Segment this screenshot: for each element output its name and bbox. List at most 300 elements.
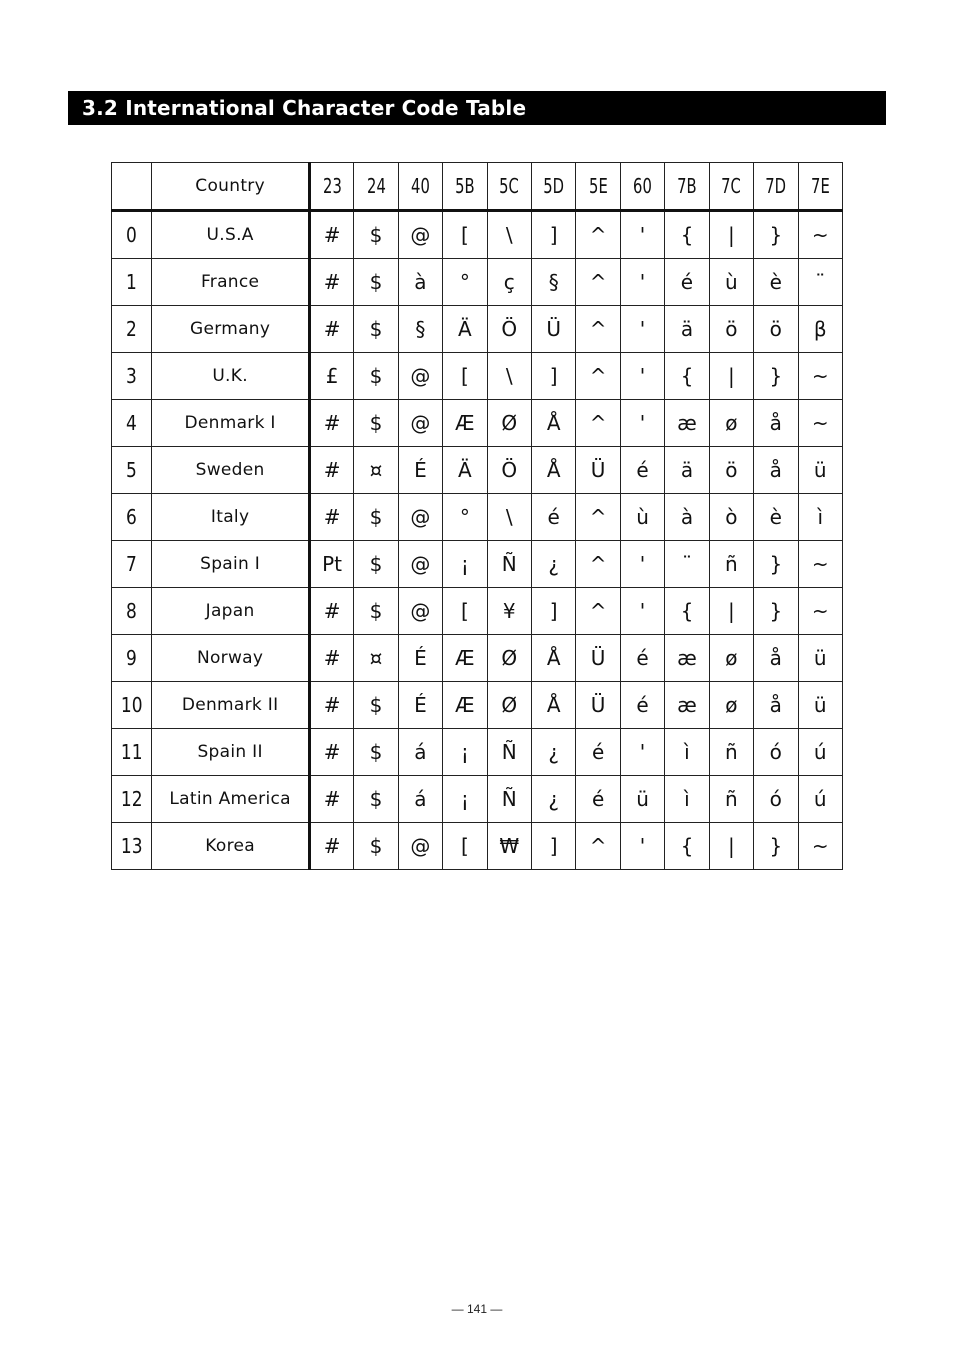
header-code-label: 7E bbox=[810, 174, 830, 198]
row-number: 3 bbox=[126, 364, 138, 388]
char-cell-24 bbox=[354, 353, 398, 400]
char-cell-5b bbox=[443, 823, 487, 870]
table-body bbox=[112, 211, 843, 870]
character-glyph: # bbox=[323, 411, 341, 435]
character-glyph: $ bbox=[369, 693, 383, 717]
character-glyph: @ bbox=[410, 599, 431, 623]
character-glyph: á bbox=[414, 787, 427, 811]
character-glyph: ä bbox=[680, 458, 694, 482]
char-cell-60 bbox=[620, 541, 664, 588]
header-code-label: 5E bbox=[588, 174, 608, 198]
character-glyph: Ø bbox=[501, 411, 518, 435]
character-glyph: ö bbox=[725, 458, 738, 482]
char-cell-7c bbox=[709, 635, 753, 682]
character-glyph: Pt bbox=[322, 552, 343, 576]
char-cell-24 bbox=[354, 635, 398, 682]
header-code-5e bbox=[576, 163, 620, 211]
character-glyph: ] bbox=[549, 599, 558, 623]
character-glyph: ¨ bbox=[815, 270, 826, 294]
header-code-5c bbox=[487, 163, 531, 211]
char-cell-40 bbox=[398, 353, 442, 400]
character-glyph: ~ bbox=[811, 364, 829, 388]
char-cell-5b bbox=[443, 729, 487, 776]
character-glyph: # bbox=[323, 693, 341, 717]
char-cell-24 bbox=[354, 306, 398, 353]
char-cell-5c bbox=[487, 635, 531, 682]
character-glyph: # bbox=[323, 646, 341, 670]
char-cell-7d bbox=[754, 541, 798, 588]
character-glyph: } bbox=[769, 364, 783, 388]
header-code-7e bbox=[798, 163, 842, 211]
table-row bbox=[112, 400, 843, 447]
character-glyph: } bbox=[769, 599, 783, 623]
char-cell-5d bbox=[531, 541, 575, 588]
character-glyph: é bbox=[547, 505, 560, 529]
char-cell-5e bbox=[576, 447, 620, 494]
char-cell-7c bbox=[709, 682, 753, 729]
character-glyph: ø bbox=[725, 411, 738, 435]
char-cell-5b bbox=[443, 447, 487, 494]
character-glyph: ñ bbox=[725, 552, 738, 576]
char-cell-5d bbox=[531, 776, 575, 823]
char-cell-5b bbox=[443, 211, 487, 259]
char-cell-7d bbox=[754, 494, 798, 541]
country-name: Korea bbox=[152, 823, 310, 870]
row-number: 10 bbox=[120, 693, 143, 717]
header-blank-cell bbox=[112, 163, 152, 211]
character-glyph: ' bbox=[639, 364, 646, 388]
char-cell-5b bbox=[443, 541, 487, 588]
char-cell-5d bbox=[531, 259, 575, 306]
table-row bbox=[112, 682, 843, 729]
char-cell-7b bbox=[665, 682, 709, 729]
header-code-24 bbox=[354, 163, 398, 211]
character-glyph: ¤ bbox=[369, 646, 383, 670]
char-cell-40 bbox=[398, 823, 442, 870]
char-cell-40 bbox=[398, 682, 442, 729]
char-cell-40 bbox=[398, 306, 442, 353]
character-glyph: Å bbox=[546, 458, 561, 482]
character-glyph: ^ bbox=[589, 317, 607, 341]
character-glyph: Ñ bbox=[501, 787, 517, 811]
character-glyph: ó bbox=[769, 740, 782, 764]
char-cell-7c bbox=[709, 400, 753, 447]
country-name: U.S.A bbox=[152, 211, 310, 259]
character-glyph: # bbox=[323, 599, 341, 623]
row-number-cell bbox=[112, 776, 152, 823]
character-glyph: @ bbox=[410, 411, 431, 435]
row-number: 6 bbox=[126, 505, 138, 529]
char-cell-7e bbox=[798, 588, 842, 635]
character-glyph: ö bbox=[769, 317, 782, 341]
character-glyph: ~ bbox=[811, 834, 829, 858]
character-glyph: ^ bbox=[589, 223, 607, 247]
char-cell-40 bbox=[398, 776, 442, 823]
char-cell-7c bbox=[709, 823, 753, 870]
row-number-cell bbox=[112, 211, 152, 259]
character-glyph: @ bbox=[410, 552, 431, 576]
char-cell-24 bbox=[354, 400, 398, 447]
header-code-label: 7B bbox=[677, 174, 697, 198]
character-glyph: ' bbox=[639, 552, 646, 576]
character-glyph: ' bbox=[639, 834, 646, 858]
character-glyph: é bbox=[680, 270, 694, 294]
row-number: 1 bbox=[126, 270, 138, 294]
character-glyph: ^ bbox=[589, 505, 607, 529]
character-glyph: ¡ bbox=[460, 740, 469, 764]
character-glyph: { bbox=[680, 223, 694, 247]
char-cell-5c bbox=[487, 776, 531, 823]
character-glyph: } bbox=[769, 834, 783, 858]
character-glyph: ¡ bbox=[460, 787, 469, 811]
character-glyph: ~ bbox=[811, 599, 829, 623]
char-cell-5e bbox=[576, 494, 620, 541]
char-cell-7c bbox=[709, 776, 753, 823]
character-glyph: § bbox=[548, 270, 559, 294]
char-cell-60 bbox=[620, 306, 664, 353]
char-cell-5e bbox=[576, 400, 620, 447]
character-glyph: @ bbox=[410, 223, 431, 247]
section-title: 3.2 International Character Code Table bbox=[68, 91, 886, 125]
char-cell-7c bbox=[709, 541, 753, 588]
character-glyph: É bbox=[414, 458, 427, 482]
character-glyph: ' bbox=[639, 599, 646, 623]
character-glyph: $ bbox=[369, 599, 383, 623]
character-glyph: æ bbox=[677, 411, 697, 435]
char-cell-5d bbox=[531, 823, 575, 870]
char-cell-24 bbox=[354, 211, 398, 259]
char-cell-60 bbox=[620, 635, 664, 682]
row-number-cell bbox=[112, 353, 152, 400]
character-glyph: [ bbox=[460, 364, 469, 388]
character-glyph: ö bbox=[725, 317, 738, 341]
char-cell-5c bbox=[487, 353, 531, 400]
character-glyph: $ bbox=[369, 740, 383, 764]
row-number: 4 bbox=[126, 411, 138, 435]
row-number: 2 bbox=[126, 317, 138, 341]
char-cell-7b bbox=[665, 635, 709, 682]
character-glyph: β bbox=[813, 317, 827, 341]
country-name: Spain I bbox=[152, 541, 310, 588]
character-glyph: Ö bbox=[501, 458, 518, 482]
char-cell-5b bbox=[443, 306, 487, 353]
char-cell-40 bbox=[398, 259, 442, 306]
char-cell-60 bbox=[620, 588, 664, 635]
character-glyph: Ø bbox=[501, 693, 518, 717]
char-cell-5d bbox=[531, 306, 575, 353]
char-cell-5d bbox=[531, 729, 575, 776]
char-cell-5c bbox=[487, 211, 531, 259]
character-glyph: Æ bbox=[455, 411, 475, 435]
character-glyph: æ bbox=[677, 693, 697, 717]
character-glyph: ü bbox=[636, 787, 649, 811]
character-glyph: ¿ bbox=[548, 740, 559, 764]
character-glyph: é bbox=[636, 458, 649, 482]
char-cell-23 bbox=[309, 588, 353, 635]
character-glyph: ó bbox=[769, 787, 782, 811]
character-glyph: ^ bbox=[589, 599, 607, 623]
character-glyph: ^ bbox=[589, 411, 607, 435]
char-cell-5d bbox=[531, 353, 575, 400]
table-row bbox=[112, 588, 843, 635]
character-glyph: | bbox=[728, 834, 735, 858]
char-cell-7d bbox=[754, 635, 798, 682]
character-glyph: # bbox=[323, 317, 341, 341]
character-glyph: } bbox=[769, 552, 783, 576]
header-code-7b bbox=[665, 163, 709, 211]
character-glyph: $ bbox=[369, 270, 383, 294]
char-cell-60 bbox=[620, 447, 664, 494]
character-glyph: Ü bbox=[590, 693, 606, 717]
table-header-row bbox=[112, 163, 843, 211]
character-glyph: å bbox=[769, 411, 782, 435]
character-glyph: $ bbox=[369, 552, 383, 576]
character-glyph: ] bbox=[549, 834, 558, 858]
char-cell-23 bbox=[309, 306, 353, 353]
char-cell-40 bbox=[398, 541, 442, 588]
char-cell-7b bbox=[665, 353, 709, 400]
char-cell-60 bbox=[620, 211, 664, 259]
character-glyph: à bbox=[414, 270, 427, 294]
char-cell-7b bbox=[665, 776, 709, 823]
char-cell-7b bbox=[665, 400, 709, 447]
char-cell-5b bbox=[443, 682, 487, 729]
char-cell-7e bbox=[798, 211, 842, 259]
character-glyph: ' bbox=[639, 411, 646, 435]
character-glyph: # bbox=[323, 787, 341, 811]
character-glyph: ø bbox=[725, 646, 738, 670]
character-glyph: ì bbox=[817, 505, 824, 529]
char-cell-7d bbox=[754, 400, 798, 447]
char-cell-5c bbox=[487, 494, 531, 541]
character-glyph: | bbox=[728, 364, 735, 388]
char-cell-5b bbox=[443, 635, 487, 682]
country-name: U.K. bbox=[152, 353, 310, 400]
character-glyph: @ bbox=[410, 505, 431, 529]
character-glyph: Ø bbox=[501, 646, 518, 670]
char-cell-7b bbox=[665, 494, 709, 541]
character-glyph: { bbox=[680, 834, 694, 858]
character-glyph: Ä bbox=[458, 317, 472, 341]
char-cell-5c bbox=[487, 447, 531, 494]
header-code-label: 60 bbox=[633, 174, 652, 198]
character-glyph: $ bbox=[369, 411, 383, 435]
char-cell-23 bbox=[309, 400, 353, 447]
character-glyph: ' bbox=[639, 740, 646, 764]
character-glyph: ' bbox=[639, 317, 646, 341]
char-cell-7e bbox=[798, 635, 842, 682]
country-name: Latin America bbox=[152, 776, 310, 823]
character-glyph: ^ bbox=[589, 552, 607, 576]
character-glyph: ñ bbox=[725, 740, 738, 764]
character-glyph: å bbox=[769, 458, 782, 482]
char-cell-5e bbox=[576, 588, 620, 635]
char-cell-23 bbox=[309, 494, 353, 541]
character-glyph: ] bbox=[549, 223, 558, 247]
char-cell-23 bbox=[309, 259, 353, 306]
char-cell-5b bbox=[443, 494, 487, 541]
char-cell-7d bbox=[754, 306, 798, 353]
char-cell-23 bbox=[309, 729, 353, 776]
character-glyph: $ bbox=[369, 505, 383, 529]
char-cell-7c bbox=[709, 494, 753, 541]
char-cell-5b bbox=[443, 776, 487, 823]
page-number: — 141 — bbox=[451, 1302, 503, 1316]
char-cell-5c bbox=[487, 306, 531, 353]
header-code-5b bbox=[443, 163, 487, 211]
char-cell-60 bbox=[620, 729, 664, 776]
char-cell-60 bbox=[620, 494, 664, 541]
char-cell-7d bbox=[754, 259, 798, 306]
char-cell-40 bbox=[398, 588, 442, 635]
row-number: 9 bbox=[126, 646, 138, 670]
char-cell-24 bbox=[354, 588, 398, 635]
char-cell-40 bbox=[398, 400, 442, 447]
char-cell-7e bbox=[798, 729, 842, 776]
character-glyph: [ bbox=[460, 599, 469, 623]
char-cell-5e bbox=[576, 776, 620, 823]
character-glyph: ~ bbox=[811, 411, 829, 435]
character-glyph: $ bbox=[369, 787, 383, 811]
char-cell-60 bbox=[620, 259, 664, 306]
character-code-table bbox=[111, 162, 843, 870]
country-name: Denmark II bbox=[152, 682, 310, 729]
header-code-label: 7D bbox=[765, 174, 787, 198]
character-glyph: \ bbox=[505, 223, 513, 247]
char-cell-7d bbox=[754, 353, 798, 400]
character-glyph: ä bbox=[680, 317, 694, 341]
char-cell-40 bbox=[398, 729, 442, 776]
row-number-cell bbox=[112, 682, 152, 729]
char-cell-7e bbox=[798, 259, 842, 306]
char-cell-24 bbox=[354, 494, 398, 541]
char-cell-7c bbox=[709, 353, 753, 400]
header-code-label: 5B bbox=[455, 174, 475, 198]
char-cell-23 bbox=[309, 211, 353, 259]
character-glyph: é bbox=[636, 646, 649, 670]
character-glyph: Å bbox=[546, 646, 561, 670]
character-glyph: Ñ bbox=[501, 740, 517, 764]
character-glyph: ì bbox=[684, 740, 690, 764]
character-glyph: ì bbox=[684, 787, 690, 811]
character-glyph: à bbox=[680, 505, 694, 529]
character-glyph: å bbox=[769, 693, 782, 717]
header-code-7c bbox=[709, 163, 753, 211]
country-name: Denmark I bbox=[152, 400, 310, 447]
char-cell-40 bbox=[398, 494, 442, 541]
character-glyph: ¡ bbox=[460, 552, 469, 576]
character-glyph: ñ bbox=[725, 787, 738, 811]
country-name: Sweden bbox=[152, 447, 310, 494]
character-glyph: ¤ bbox=[369, 458, 383, 482]
header-code-label: 5C bbox=[499, 174, 520, 198]
character-glyph: é bbox=[636, 693, 649, 717]
character-glyph: è bbox=[769, 505, 782, 529]
char-cell-23 bbox=[309, 353, 353, 400]
character-glyph: Ü bbox=[546, 317, 562, 341]
char-cell-24 bbox=[354, 823, 398, 870]
character-glyph: ü bbox=[813, 646, 827, 670]
character-glyph: ü bbox=[813, 458, 827, 482]
header-code-5d bbox=[531, 163, 575, 211]
char-cell-5c bbox=[487, 588, 531, 635]
char-cell-5d bbox=[531, 400, 575, 447]
char-cell-5b bbox=[443, 588, 487, 635]
character-glyph: ¥ bbox=[502, 599, 516, 623]
table-row bbox=[112, 729, 843, 776]
country-name: Germany bbox=[152, 306, 310, 353]
row-number: 13 bbox=[120, 834, 143, 858]
character-glyph: | bbox=[728, 223, 735, 247]
char-cell-24 bbox=[354, 776, 398, 823]
char-cell-5e bbox=[576, 306, 620, 353]
character-glyph: Æ bbox=[455, 693, 475, 717]
char-cell-5b bbox=[443, 353, 487, 400]
character-glyph: æ bbox=[677, 646, 697, 670]
character-glyph: @ bbox=[410, 364, 431, 388]
char-cell-24 bbox=[354, 447, 398, 494]
character-glyph: $ bbox=[369, 223, 383, 247]
char-cell-5d bbox=[531, 447, 575, 494]
character-glyph: Å bbox=[546, 411, 561, 435]
table-row bbox=[112, 635, 843, 682]
character-glyph: ~ bbox=[811, 223, 829, 247]
char-cell-7d bbox=[754, 588, 798, 635]
character-glyph: { bbox=[680, 599, 694, 623]
char-cell-7c bbox=[709, 306, 753, 353]
row-number-cell bbox=[112, 635, 152, 682]
character-glyph: ù bbox=[636, 505, 649, 529]
char-cell-7c bbox=[709, 447, 753, 494]
row-number-cell bbox=[112, 494, 152, 541]
character-glyph: $ bbox=[369, 364, 383, 388]
character-glyph: Æ bbox=[455, 646, 475, 670]
row-number: 8 bbox=[126, 599, 138, 623]
header-code-60 bbox=[620, 163, 664, 211]
char-cell-7c bbox=[709, 588, 753, 635]
char-cell-40 bbox=[398, 211, 442, 259]
character-glyph: é bbox=[591, 740, 605, 764]
char-cell-40 bbox=[398, 635, 442, 682]
char-cell-5d bbox=[531, 635, 575, 682]
table-row bbox=[112, 306, 843, 353]
character-glyph: { bbox=[680, 364, 694, 388]
character-glyph: á bbox=[414, 740, 427, 764]
char-cell-5d bbox=[531, 682, 575, 729]
char-cell-23 bbox=[309, 635, 353, 682]
char-cell-7b bbox=[665, 588, 709, 635]
table-row bbox=[112, 494, 843, 541]
char-cell-23 bbox=[309, 682, 353, 729]
char-cell-5e bbox=[576, 353, 620, 400]
character-glyph: ú bbox=[813, 787, 827, 811]
char-cell-24 bbox=[354, 682, 398, 729]
char-cell-7e bbox=[798, 447, 842, 494]
header-code-label: 7C bbox=[721, 174, 742, 198]
character-glyph: # bbox=[323, 223, 341, 247]
row-number-cell bbox=[112, 259, 152, 306]
character-glyph: \ bbox=[505, 364, 513, 388]
char-cell-5c bbox=[487, 400, 531, 447]
char-cell-60 bbox=[620, 400, 664, 447]
character-glyph: ° bbox=[459, 270, 470, 294]
country-name: Japan bbox=[152, 588, 310, 635]
char-cell-24 bbox=[354, 259, 398, 306]
char-cell-7e bbox=[798, 400, 842, 447]
table-row bbox=[112, 447, 843, 494]
char-cell-7b bbox=[665, 729, 709, 776]
country-name: Norway bbox=[152, 635, 310, 682]
